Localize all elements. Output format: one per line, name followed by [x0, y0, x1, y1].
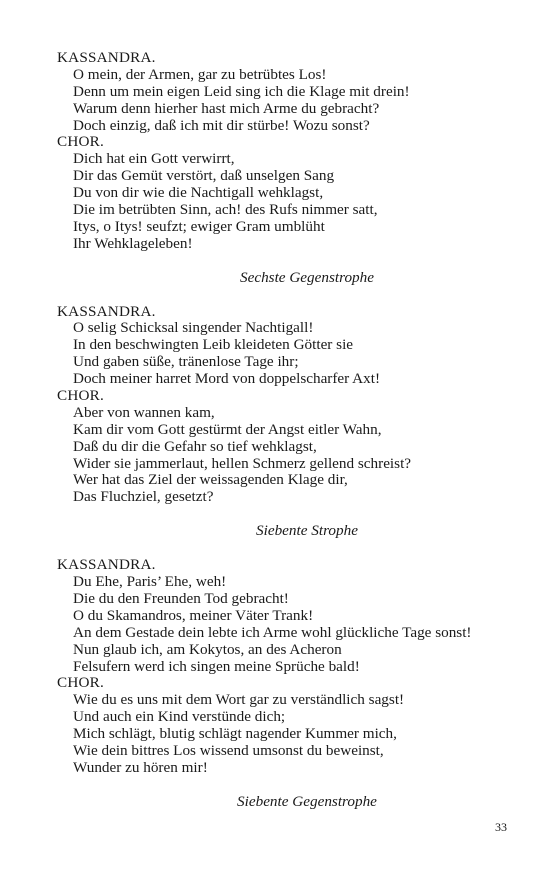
verse-line: Aber von wannen kam, — [73, 403, 215, 421]
verse-line: In den beschwingten Leib kleideten Götter sie — [73, 336, 354, 354]
page-number: 33 — [495, 820, 507, 834]
verse-line: O selig Schicksal singender Nachtigall! — [73, 319, 314, 337]
verse-text-block — [57, 50, 527, 828]
section-heading: Siebente Strophe — [256, 522, 358, 540]
verse-line: Und gaben süße, tränenlose Tage ihr; — [73, 353, 299, 371]
verse-line: Doch meiner harret Mord von doppelscharfer Axt! — [73, 370, 381, 388]
verse-line: Und auch ein Kind verstünde dich; — [73, 708, 286, 726]
verse-line: O mein, der Armen, gar zu betrübtes Los! — [73, 65, 327, 83]
verse-line: Nun glaub ich, am Kokytos, an des Acheron — [73, 640, 342, 658]
verse-line: Daß du dir die Gefahr so tief wehklagst, — [73, 437, 317, 455]
verse-line: Wider sie jammerlaut, hellen Schmerz gellend schreist? — [73, 454, 412, 472]
verse-line: Ihr Wehklageleben! — [73, 234, 193, 252]
speaker-name: CHOR. — [57, 674, 104, 692]
verse-line: Dich hat ein Gott verwirrt, — [73, 150, 235, 168]
verse-line: Denn um mein eigen Leid sing ich die Klage mit drein! — [73, 82, 410, 100]
speaker-name: KASSANDRA. — [57, 49, 156, 66]
verse-line: Dir das Gemüt verstört, daß unselgen Sang — [73, 167, 335, 185]
verse-line: Die du den Freunden Tod gebracht! — [73, 589, 289, 607]
verse-line: Die im betrübten Sinn, ach! des Rufs nimmer satt, — [73, 201, 378, 219]
verse-line: An dem Gestade dein lebte ich Arme wohl glückliche Tage sonst! — [73, 623, 472, 641]
verse-line: Wie du es uns mit dem Wort gar zu verständlich sagst! — [73, 691, 405, 709]
speaker-name: KASSANDRA. — [57, 302, 156, 320]
verse-line: Warum denn hierher hast mich Arme du gebracht? — [73, 99, 380, 117]
section-heading: Siebente Gegenstrophe — [237, 792, 377, 810]
verse-line: Du von dir wie die Nachtigall wehklagst, — [73, 184, 324, 202]
verse-line: Wie dein bittres Los wissend umsonst du beweinst, — [73, 741, 384, 759]
verse-line: Wer hat das Ziel der weissagenden Klage dir, — [73, 471, 348, 489]
section-heading: Sechste Gegenstrophe — [240, 268, 374, 286]
verse-line: Wunder zu hören mir! — [73, 758, 208, 776]
speaker-name: CHOR. — [57, 387, 104, 405]
verse-line: Doch einzig, daß ich mit dir stürbe! Wozu sonst? — [73, 116, 370, 134]
verse-line: Du Ehe, Paris’ Ehe, weh! — [73, 573, 227, 591]
verse-line: Itys, o Itys! seufzt; ewiger Gram umblüht — [73, 217, 325, 235]
speaker-name: KASSANDRA. — [57, 556, 156, 574]
speaker-name: CHOR. — [57, 133, 104, 151]
verse-line: Kam dir vom Gott gestürmt der Angst eitler Wahn, — [73, 420, 382, 438]
verse-line: Das Fluchziel, gesetzt? — [73, 488, 214, 506]
verse-line: O du Skamandros, meiner Väter Trank! — [73, 606, 314, 624]
verse-line: Mich schlägt, blutig schlägt nagender Kummer mich, — [73, 725, 397, 743]
verse-line: Felsufern werd ich singen meine Sprüche bald! — [73, 657, 360, 675]
